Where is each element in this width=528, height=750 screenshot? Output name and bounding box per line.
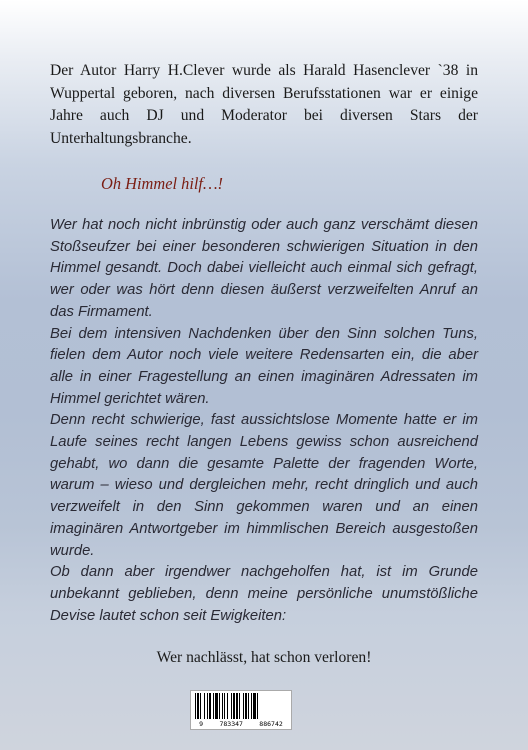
barcode-group-right: 886742: [259, 720, 283, 728]
barcode-bar: [239, 693, 240, 719]
barcode-group-left: 783347: [219, 720, 243, 728]
barcode-bar: [207, 693, 208, 719]
barcode-bar: [253, 693, 256, 719]
barcode-bar: [224, 693, 225, 719]
barcode-bar: [204, 693, 205, 719]
barcode-bar: [251, 693, 252, 719]
barcode-digits: [191, 720, 291, 728]
barcode-bar: [243, 693, 244, 719]
barcode-bar: [209, 693, 211, 719]
barcode-bar: [236, 693, 238, 719]
motto: Wer nachlässt, hat schon verloren!: [156, 649, 372, 666]
barcode-bar: [219, 693, 220, 719]
barcode-bar: [195, 693, 196, 719]
blurb-paragraph: Ob dann aber irgendwer nachgeholfen hat, ist im Grunde unbekannt geblieben, denn meine persönliche unumstößliche Devise lautet schon seit Ewigkeiten:: [50, 564, 478, 624]
blurb-text: [50, 215, 478, 627]
barcode-bars: [195, 693, 289, 719]
blurb-paragraph: Wer hat noch nicht inbrünstig oder auch ganz verschämt diesen Stoßseufzer bei einer besonderen schwierigen Situation in den Himmel gesandt. Doch dabei vielleicht auch einmal sich gefragt, wer oder was hört denn diesen äußerst verzweifelten Anruf an das Firmament.: [50, 217, 478, 320]
barcode-bar: [227, 693, 228, 719]
barcode-bar: [222, 693, 223, 719]
blurb-paragraph: Denn recht schwierige, fast aussichtslose Momente hatte er im Laufe seines recht langen Lebens gewiss schon ausreichend gehabt, wo dann die gesamte Palette der fragenden Worte, warum – wieso und dergleichen mehr, recht dringlich und auch verzweifelt in den Sinn gekommen waren und an einen imaginären Antwortgeber im himmlischen Bereich ausgestoßen wurde.: [50, 412, 478, 559]
barcode-bar: [257, 693, 258, 719]
author-bio: Der Autor Harry H.Clever wurde als Harald Hasenclever `38 in Wuppertal geboren, nach diversen Berufsstationen war er einige Jahre auch DJ und Moderator bei diversen Stars der Unterhaltungsbranche.: [50, 62, 478, 147]
isbn-barcode: [190, 690, 292, 730]
barcode-bar: [245, 693, 247, 719]
barcode-bar: [213, 693, 214, 719]
barcode-bar: [231, 693, 232, 719]
barcode-bar: [200, 693, 201, 719]
barcode-lead-digit: 9: [199, 720, 204, 728]
barcode-bar: [248, 693, 249, 719]
barcode-bar: [233, 693, 235, 719]
blurb-paragraph: Bei dem intensiven Nachdenken über den Sinn solchen Tuns, fielen dem Autor noch viele weitere Redensarten ein, die aber alle in einer Fragestellung an einen imaginären Adressaten im Himmel gerichtet wären.: [50, 325, 478, 407]
barcode-bar: [215, 693, 218, 719]
barcode-bar: [197, 693, 199, 719]
book-subtitle: Oh Himmel hilf…!: [101, 174, 224, 193]
